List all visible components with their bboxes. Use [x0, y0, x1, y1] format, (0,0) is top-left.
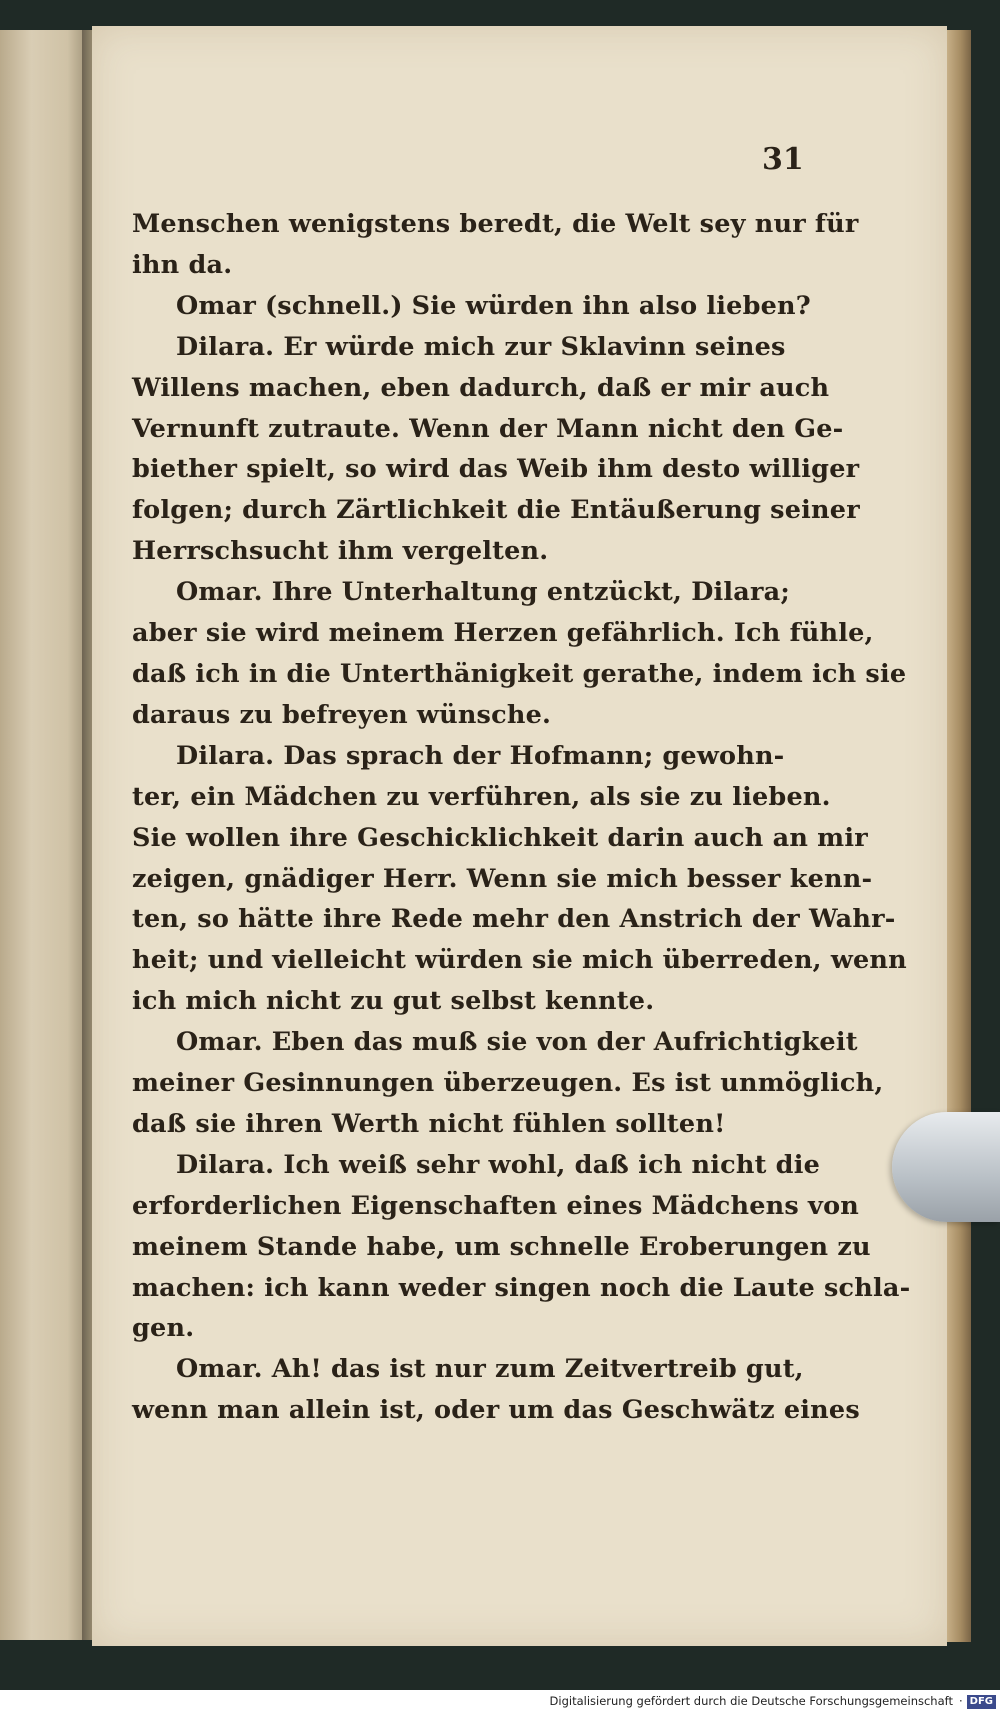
- text-line: ter, ein Mädchen zu verführen, als sie zu lieben.: [132, 781, 831, 812]
- text-line: machen: ich kann weder singen noch die Laute schla-: [132, 1272, 911, 1303]
- text-line: Dilara. Das sprach der Hofmann; gewohn-: [176, 740, 785, 771]
- text-line: ich mich nicht zu gut selbst kennte.: [132, 986, 655, 1017]
- page-number: 31: [762, 142, 804, 177]
- text-line: Omar (schnell.) Sie würden ihn also lieben?: [176, 290, 811, 321]
- footer-credit: Digitalisierung gefördert durch die Deutsche Forschungsgemeinschaft: [549, 1694, 953, 1708]
- text-line: Herrschsucht ihm vergelten.: [132, 536, 549, 567]
- facing-page-edge: [0, 30, 90, 1640]
- text-line: daß sie ihren Werth nicht fühlen sollten!: [132, 1108, 726, 1139]
- text-line: Omar. Eben das muß sie von der Aufrichtigkeit: [176, 1027, 858, 1058]
- text-line: folgen; durch Zärtlichkeit die Entäußerung seiner: [132, 495, 860, 526]
- text-line: erforderlichen Eigenschaften eines Mädchens von: [132, 1190, 860, 1221]
- text-line: aber sie wird meinem Herzen gefährlich. Ich fühle,: [132, 618, 874, 649]
- text-line: gen.: [132, 1313, 195, 1344]
- text-line: meiner Gesinnungen überzeugen. Es ist unmöglich,: [132, 1068, 884, 1099]
- text-line: Dilara. Er würde mich zur Sklavinn seines: [176, 331, 786, 362]
- digitization-footer: Digitalisierung gefördert durch die Deutsche Forschungsgemeinschaft · DFG: [0, 1690, 1000, 1712]
- text-line: Vernunft zutraute. Wenn der Mann nicht den Ge-: [132, 413, 844, 444]
- text-line: Willens machen, eben dadurch, daß er mir auch: [132, 372, 830, 403]
- text-line: Menschen wenigstens beredt, die Welt sey nur für: [132, 209, 859, 239]
- text-line: Omar. Ah! das ist nur zum Zeitvertreib gut,: [176, 1354, 804, 1385]
- text-line: ten, so hätte ihre Rede mehr den Anstrich der Wahr-: [132, 904, 896, 935]
- text-line: zeigen, gnädiger Herr. Wenn sie mich besser kenn-: [132, 863, 873, 894]
- text-line: Sie wollen ihre Geschicklichkeit darin auch an mir: [132, 822, 868, 853]
- text-line: meinem Stande habe, um schnelle Eroberungen zu: [132, 1231, 871, 1262]
- page-text: [132, 204, 911, 1431]
- page-edge: [945, 30, 971, 1642]
- text-line: Dilara. Ich weiß sehr wohl, daß ich nicht die: [176, 1149, 821, 1180]
- text-line: heit; und vielleicht würden sie mich überreden, wenn: [132, 945, 907, 976]
- text-line: daß ich in die Unterthänigkeit gerathe, indem ich sie: [132, 658, 907, 689]
- text-line: daraus zu befreyen wünsche.: [132, 699, 552, 730]
- book-clip: [892, 1112, 1000, 1222]
- text-line: ihn da.: [132, 249, 233, 280]
- text-line: biether spielt, so wird das Weib ihm desto williger: [132, 454, 860, 485]
- dfg-logo: DFG: [967, 1695, 996, 1709]
- text-line: wenn man allein ist, oder um das Geschwätz eines: [132, 1395, 860, 1426]
- text-line: Omar. Ihre Unterhaltung entzückt, Dilara;: [176, 577, 790, 608]
